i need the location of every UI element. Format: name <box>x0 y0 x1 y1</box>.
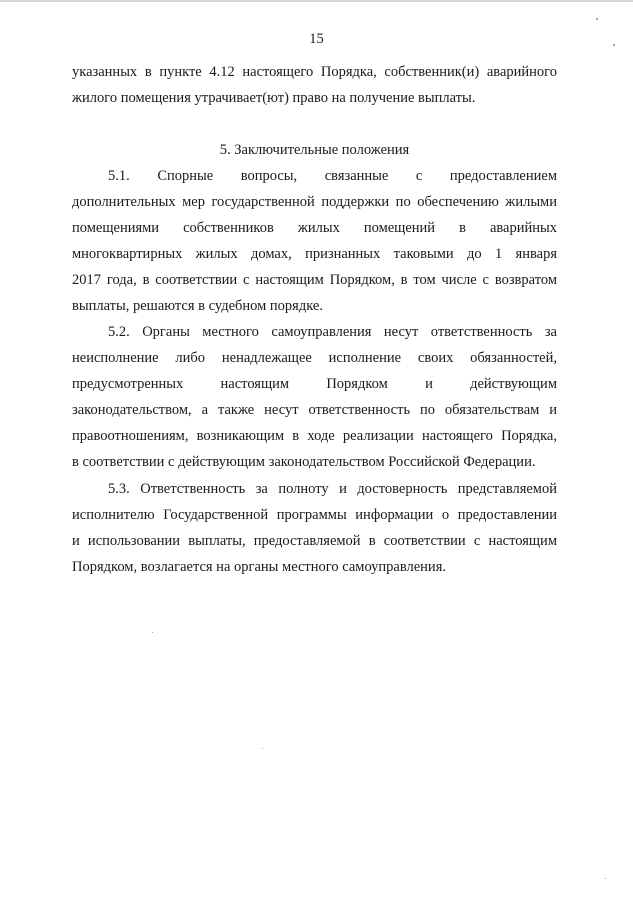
paragraph-line: предусмотренных настоящим Порядком и действующим <box>72 376 557 392</box>
paragraph-line: выплаты, решаются в судебном порядке. <box>72 298 323 314</box>
paragraph-line: многоквартирных жилых домах, признанных таковыми до 1 января <box>72 246 557 262</box>
scan-speck <box>613 44 615 46</box>
paragraph-line: дополнительных мер государственной поддержки по обеспечению жилыми <box>72 194 557 210</box>
intro-line: жилого помещения утрачивает(ют) право на получение выплаты. <box>72 90 476 106</box>
intro-paragraph <box>72 59 557 111</box>
scan-speck <box>605 878 606 879</box>
scan-speck <box>262 748 263 749</box>
paragraph-line: Порядком, возлагается на органы местного самоуправления. <box>72 559 446 575</box>
paragraph-5-2 <box>72 319 557 475</box>
scan-speck <box>152 632 153 633</box>
paragraph-line: помещениями собственников жилых помещений в аварийных <box>72 220 557 236</box>
paragraph-line: законодательством, а также несут ответственность по обязательствам и <box>72 402 557 418</box>
paragraph-line: 5.1. Спорные вопросы, связанные с предоставлением <box>108 168 557 184</box>
paragraph-line: в соответствии с действующим законодательством Российской Федерации. <box>72 454 536 470</box>
paragraph-line: и использовании выплаты, предоставляемой в соответствии с настоящим <box>72 533 557 549</box>
scan-speck <box>596 18 598 20</box>
section-heading: 5. Заключительные положения <box>219 142 410 158</box>
paragraph-5-3 <box>72 476 557 580</box>
page-top-edge <box>0 0 633 2</box>
paragraph-line: 5.3. Ответственность за полноту и достоверность представляемой <box>108 481 557 497</box>
paragraph-line: 5.2. Органы местного самоуправления несут ответственность за <box>108 324 557 340</box>
paragraph-line: правоотношениям, возникающим в ходе реализации настоящего Порядка, <box>72 428 557 444</box>
paragraph-line: неисполнение либо ненадлежащее исполнение своих обязанностей, <box>72 350 557 366</box>
paragraph-line: исполнителю Государственной программы информации о предоставлении <box>72 507 557 523</box>
paragraph-5-1 <box>72 163 557 319</box>
intro-line: указанных в пункте 4.12 настоящего Порядка, собственник(и) аварийного <box>72 64 557 80</box>
page-number: 15 <box>309 31 324 47</box>
paragraph-line: 2017 года, в соответствии с настоящим Порядком, в том числе с возвратом <box>72 272 557 288</box>
